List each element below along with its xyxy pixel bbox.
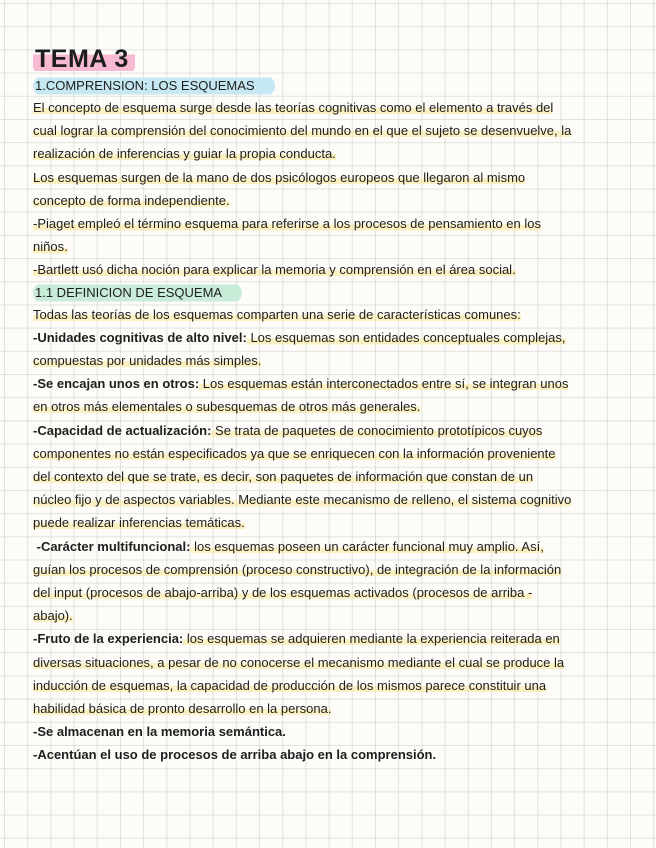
item-term: -Capacidad de actualización: (33, 422, 212, 438)
item-text: núcleo fijo y de aspectos variables. Mediante este mecanismo de relleno, el sistema cognitivo (33, 492, 572, 508)
item-text: Los esquemas son entidades conceptuales complejas, (246, 329, 566, 345)
item-text: los esquemas poseen un carácter funcional muy amplio. Así, (190, 538, 544, 554)
text-line (33, 235, 632, 258)
list-item-unidades (33, 326, 632, 349)
item-text: en otros más elementales o subesquemas de otros más generales. (33, 399, 421, 415)
text-line (33, 395, 632, 418)
item-text: puede realizar inferencias temáticas. (33, 515, 245, 531)
item-text: compuestas por unidades más simples. (33, 353, 262, 369)
text-line-content: realización de inferencias y guiar la propia conducta. (33, 146, 336, 162)
text-line (33, 119, 632, 142)
item-text: diversas situaciones, a pesar de no conocerse el mecanismo mediante el cual se produce la (33, 654, 565, 670)
text-line (33, 465, 632, 488)
section1-body (33, 96, 632, 282)
text-line (33, 258, 632, 281)
item-text: abajo). (33, 608, 73, 624)
item-term: -Se almacenan en la memoria semántica. (33, 724, 286, 740)
item-text: inducción de esquemas, la capacidad de producción de los mismos parece constituir una (33, 677, 547, 693)
list-item-memoria (33, 720, 632, 743)
item-term: -Se encajan unos en otros: (33, 376, 200, 392)
list-item-fruto (33, 627, 632, 650)
item-term: -Carácter multifuncional: (33, 538, 191, 554)
text-line (33, 674, 632, 697)
text-line (33, 697, 632, 720)
item-text: los esquemas se adquieren mediante la experiencia reiterada en (183, 631, 560, 647)
item-text: habilidad básica de pronto desarrollo en la persona. (33, 701, 332, 717)
text-line (33, 142, 632, 165)
item-text: Los esquemas están interconectados entre sí, se integran unos (199, 376, 569, 392)
text-line (33, 581, 632, 604)
text-line (33, 604, 632, 627)
item-text: componentes no están especificados ya que se enriquecen con la información proveniente (33, 445, 556, 461)
text-line-content: cual lograr la comprensión del conocimiento del mundo en el que el sujeto se desenvuelve, la (33, 123, 572, 139)
text-line-content: El concepto de esquema surge desde las teorías cognitivas como el elemento a través del (33, 100, 554, 115)
item-text: del input (procesos de abajo-arriba) y de los esquemas activados (procesos de arriba - (33, 585, 533, 601)
text-line (33, 166, 632, 189)
item-text: del contexto del que se trate, es decir, son paquetes de información que constan de un (33, 469, 534, 485)
item-term: -Acentúan el uso de procesos de arriba abajo en la comprensión. (33, 747, 437, 763)
text-line-content: Los esquemas surgen de la mano de dos psicólogos europeos que llegaron al mismo (33, 169, 526, 185)
text-line-content: -Bartlett usó dicha noción para explicar la memoria y comprensión en el área social. (33, 262, 516, 278)
text-line (33, 488, 632, 511)
item-term: -Fruto de la experiencia: (33, 631, 184, 647)
section-heading-definicion: 1.1 DEFINICION DE ESQUEMA (33, 283, 242, 303)
text-line-content: concepto de forma independiente. (33, 192, 230, 208)
text-line (33, 442, 632, 465)
item-text: guían los procesos de comprensión (proceso constructivo), de integración de la información (33, 561, 562, 577)
item-text: Se trata de paquetes de conocimiento prototípicos cuyos (211, 422, 543, 438)
text-line (33, 96, 632, 119)
text-line-content: niños. (33, 239, 68, 255)
section2-body (33, 303, 632, 767)
list-item-multifuncional (33, 535, 632, 558)
intro-text: Todas las teorías de los esquemas comparten una serie de características comunes: (33, 306, 521, 322)
text-line (33, 651, 632, 674)
list-item-encajan (33, 372, 632, 395)
text-line (33, 558, 632, 581)
text-line (33, 511, 632, 534)
page-title: TEMA 3 (33, 44, 135, 74)
text-line (33, 349, 632, 372)
text-line (33, 212, 632, 235)
text-line (33, 189, 632, 212)
list-item-acentuan (33, 743, 632, 766)
section-heading-comprension: 1.COMPRENSION: LOS ESQUEMAS (33, 76, 275, 96)
item-term: -Unidades cognitivas de alto nivel: (33, 329, 247, 345)
list-item-actualizacion (33, 419, 632, 442)
text-line-content: -Piaget empleó el término esquema para referirse a los procesos de pensamiento en los (33, 216, 541, 232)
text-line (33, 303, 632, 326)
